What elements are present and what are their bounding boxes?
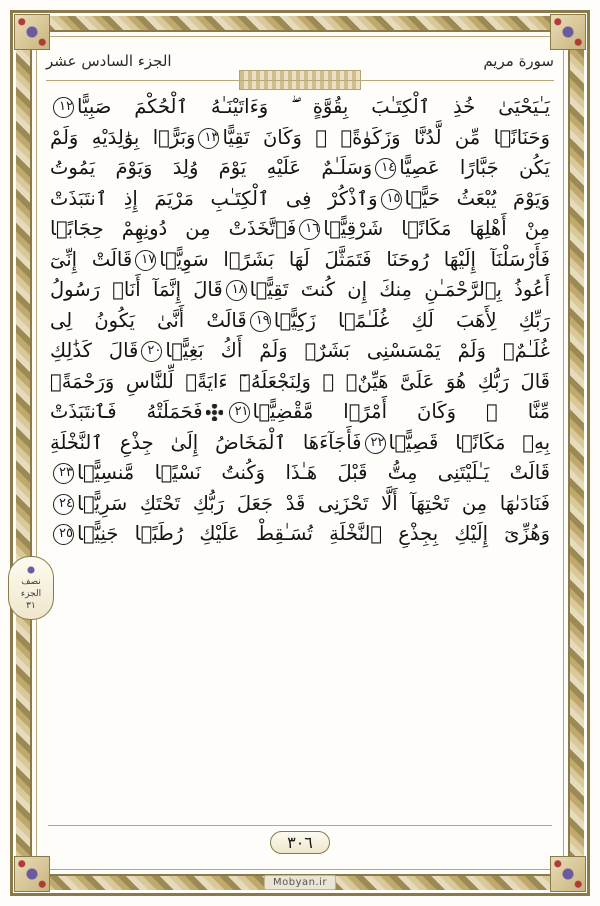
ayah-line (48, 489, 552, 520)
ayah-number-marker: ١٦ (299, 219, 320, 240)
page-number: ٣٠٦ (270, 831, 330, 854)
ayah-text-continued: قَالَتْ أَنَّىٰ يَكُونُ لِى (50, 308, 247, 332)
ayah-number-marker: ١٨ (226, 280, 247, 301)
brand-watermark: Mobyan.ir (264, 875, 336, 890)
corner-ornament-top-left (14, 14, 50, 50)
ayah-line (48, 245, 552, 276)
ayah-line (48, 153, 552, 184)
ayah-text-continued: قَالَ إِنَّمَآ أَنَا۠ رَسُولُ (50, 278, 223, 301)
ayah-text-continued: قَالَتْ إِنِّىٓ (50, 247, 133, 271)
ayah-text-continued: وَسَلَـٰمٌ عَلَيْهِ يَوْمَ وُلِدَ وَيَوْمَ يَمُوتُ (50, 156, 373, 179)
ayah-line (48, 275, 552, 306)
ayah-text-continued: وَٱذْكُرْ فِى ٱلْكِتَـٰبِ مَرْيَمَ إِذِ ٱنتَبَذَتْ (50, 186, 378, 210)
ayah-text: يَـٰيَحْيَىٰ خُذِ ٱلْكِتَـٰبَ بِقُوَّةٍ ۖ وَءَاتَيْنَـٰهُ ٱلْحُكْمَ صَبِيًّا (77, 95, 550, 118)
ayah-text: قَالَتْ يَـٰلَيْتَنِى مِتُّ قَبْلَ هَـٰذَا وَكُنتُ نَسْيًۭا مَّنسِيًّۭا (77, 461, 550, 484)
ayah-line (48, 123, 552, 154)
juz-name: الجزء السادس عشر (46, 52, 172, 70)
ayah-text-continued: قَالَ كَذَٰلِكِ (50, 339, 139, 362)
footer-divider (48, 825, 552, 826)
ayah-line (48, 336, 552, 367)
ayah-text-continued: وَبَرًّۢا بِوَٰلِدَيْهِ وَلَمْ (50, 125, 196, 149)
corner-ornament-bottom-left (14, 856, 50, 892)
ayah-number-marker: ٢٢ (365, 433, 386, 454)
ayah-line (48, 397, 552, 428)
ayah-number-marker: ٢٥ (53, 524, 74, 545)
badge-line-2: الجزء (20, 589, 42, 599)
badge-ornament-icon (23, 564, 39, 574)
ayah-line (48, 306, 552, 337)
quran-text-block (48, 92, 552, 810)
ayah-text: وَهُزِّىٓ إِلَيْكِ بِجِذْعِ ٱلنَّخْلَةِ تُسَـٰقِطْ عَلَيْكِ رُطَبًۭا جَنِيًّۭا (77, 522, 550, 545)
sajdah-flower-icon (206, 404, 223, 421)
ayah-line (48, 184, 552, 215)
ayah-line (48, 92, 552, 123)
ayah-number-marker: ٢٣ (53, 463, 74, 484)
ayah-line (48, 214, 552, 245)
ayah-text-continued: فَٱتَّخَذَتْ مِن دُونِهِمْ حِجَابًۭا (50, 217, 297, 240)
ayah-number-marker: ١٩ (250, 311, 271, 332)
ayah-text: فَأَرْسَلْنَآ إِلَيْهَا رُوحَنَا فَتَمَثَّلَ لَهَا بَشَرًۭا سَوِيًّۭا (159, 247, 550, 271)
ayah-text: وَيَوْمَ يُبْعَثُ حَيًّۭا (404, 186, 550, 210)
ayah-line (48, 458, 552, 489)
ayah-text: مِّنَّا ۚ وَكَانَ أَمْرًۭا مَّقْضِيًّۭا (252, 400, 550, 423)
page-footer (0, 831, 600, 854)
ayah-text-continued: فَأَجَآءَهَا ٱلْمَخَاضُ إِلَىٰ جِذْعِ ٱلنَّخْلَةِ (50, 430, 362, 454)
ayah-text: رَبِّكِ لِأَهَبَ لَكِ غُلَـٰمًۭا زَكِيًّۭا (273, 308, 550, 332)
ayah-text: فَنَادَىٰهَا مِن تَحْتِهَآ أَلَّا تَحْزَنِى قَدْ جَعَلَ رَبُّكِ تَحْتَكِ سَرِيًّۭا (77, 491, 550, 515)
ayah-text-continued: فَحَمَلَتْهُ فَٱنتَبَذَتْ (50, 400, 203, 423)
surah-name: سورة مريم (483, 52, 554, 70)
ayah-number-marker: ١٤ (375, 158, 396, 179)
corner-ornament-bottom-right (550, 856, 586, 892)
ayah-line (48, 519, 552, 550)
badge-line-1: نصف (21, 577, 41, 587)
ayah-number-marker: ١٧ (135, 250, 156, 271)
ayah-number-marker: ١٥ (381, 189, 402, 210)
ayah-text: بِهِۦ مَكَانًۭا قَصِيًّۭا (388, 430, 550, 454)
ayah-number-marker: ٢١ (229, 402, 250, 423)
ayah-number-marker: ٢٤ (53, 494, 74, 515)
ayah-text: قَالَ رَبُّكِ هُوَ عَلَىَّ هَيِّنٌۭ ۖ وَلِنَجْعَلَهُۥٓ ءَايَةًۭ لِّلنَّاسِ وَرَحْمَةًۭ (50, 369, 550, 393)
ayah-text: أَعُوذُ بِٱلرَّحْمَـٰنِ مِنكَ إِن كُنتَ تَقِيًّۭا (249, 278, 550, 301)
corner-ornament-top-right (550, 14, 586, 50)
ayah-number-marker: ١٢ (53, 97, 74, 118)
ayah-number-marker: ٢٠ (141, 341, 162, 362)
ayah-number-marker: ١٣ (198, 128, 219, 149)
ayah-line (48, 428, 552, 459)
ayah-text: يَكُن جَبَّارًا عَصِيًّا (399, 156, 550, 179)
juz-half-badge (8, 556, 54, 620)
ayah-text: غُلَـٰمٌۭ وَلَمْ يَمْسَسْنِى بَشَرٌۭ وَلَمْ أَكُ بَغِيًّۭا (165, 339, 550, 362)
badge-line-3: ٣١ (26, 601, 36, 611)
header-divider (46, 80, 554, 81)
ayah-line (48, 367, 552, 398)
ayah-text: وَحَنَانًۭا مِّن لَّدُنَّا وَزَكَوٰةًۭ ۖ وَكَانَ تَقِيًّا (222, 125, 550, 149)
ayah-text: مِنْ أَهْلِهَا مَكَانًۭا شَرْقِيًّۭا (323, 217, 550, 240)
